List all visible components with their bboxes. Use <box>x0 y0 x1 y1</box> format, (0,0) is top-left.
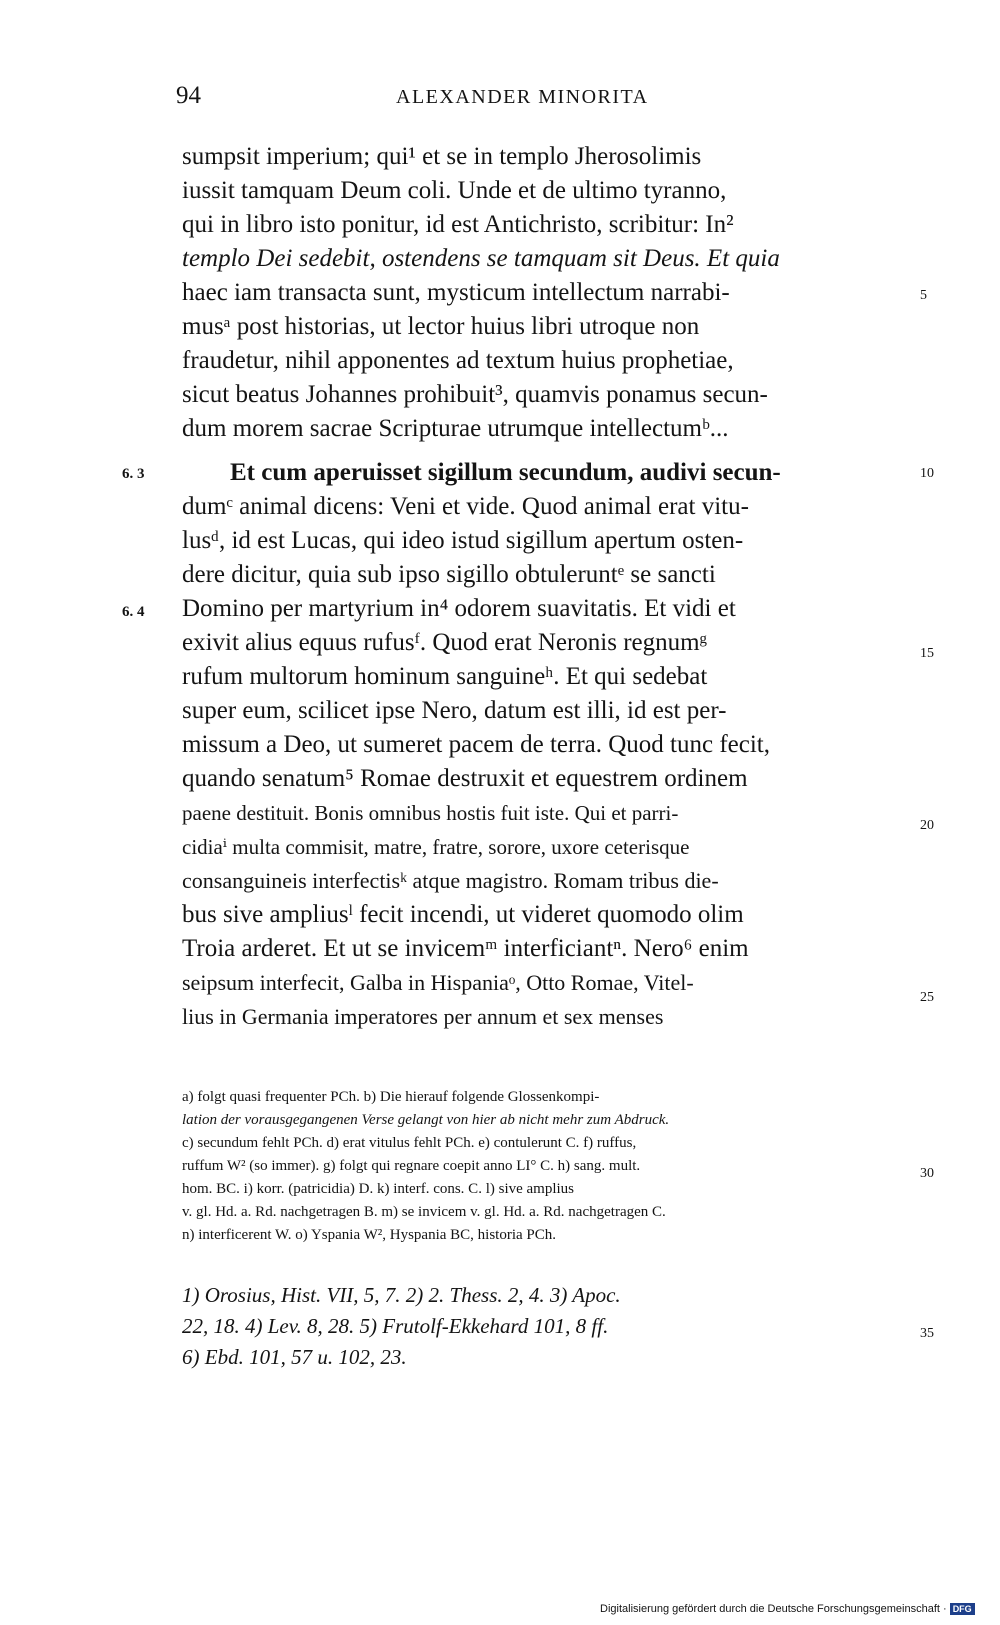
line-number: 10 <box>920 466 934 481</box>
text-line: paene destituit. Bonis omnibus hostis fuit iste. Qui et parri- <box>182 801 679 825</box>
running-title: ALEXANDER MINORITA <box>396 86 649 108</box>
source-line: 22, 18. 4) Lev. 8, 28. 5) Frutolf-Ekkehard 101, 8 ff. <box>182 1314 609 1338</box>
text-line: rufum multorum hominum sanguineʰ. Et qui sedebat <box>182 663 708 690</box>
footer-text: Digitalisierung gefördert durch die Deutsche Forschungsgemeinschaft · <box>600 1603 947 1615</box>
apparatus-line: n) interficerent W. o) Yspania W², Hyspania BC, historia PCh. <box>182 1227 557 1243</box>
text-line: qui in libro isto ponitur, id est Antichristo, scribitur: In² <box>182 211 734 238</box>
body-text <box>182 140 908 1034</box>
verse-reference: 6. 3 <box>122 466 145 482</box>
apparatus-line: lation der vorausgegangenen Verse gelangt von hier ab nicht mehr zum Abdruck. <box>182 1112 670 1128</box>
apparatus-line: ruffum W² (so immer). g) folgt qui regnare coepit anno LI° C. h) sang. mult. <box>182 1158 641 1174</box>
text-line: Domino per martyrium in⁴ odorem suavitatis. Et vidi et <box>182 595 736 622</box>
text-line: iussit tamquam Deum coli. Unde et de ultimo tyranno, <box>182 177 727 204</box>
text-line: dum morem sacrae Scripturae utrumque intellectumᵇ... <box>182 415 729 442</box>
text-line: super eum, scilicet ipse Nero, datum est illi, id est per- <box>182 697 727 724</box>
text-line: quando senatum⁵ Romae destruxit et equestrem ordinem <box>182 765 748 792</box>
text-line: Troia arderet. Et ut se invicemᵐ interficiantⁿ. Nero⁶ enim <box>182 935 749 962</box>
line-number: 15 <box>920 646 934 661</box>
line-number: 25 <box>920 990 934 1005</box>
text-line: haec iam transacta sunt, mysticum intellectum narrabi- <box>182 279 730 306</box>
text-line: bus sive ampliusˡ fecit incendi, ut videret quomodo olim <box>182 901 744 928</box>
source-notes <box>182 1280 908 1373</box>
text-line: consanguineis interfectisᵏ atque magistro. Romam tribus die- <box>182 868 719 893</box>
apparatus-line: hom. BC. i) korr. (patricidia) D. k) interf. cons. C. l) sive amplius <box>182 1181 575 1197</box>
text-line: cidiaⁱ multa commisit, matre, fratre, sorore, uxore ceterisque <box>182 835 690 859</box>
text-line: seipsum interfecit, Galba in Hispaniaᵒ, Otto Romae, Vitel- <box>182 970 694 995</box>
text-line: missum a Deo, ut sumeret pacem de terra. Quod tunc fecit, <box>182 731 771 758</box>
apparatus-line: v. gl. Hd. a. Rd. nachgetragen B. m) se invicem v. gl. Hd. a. Rd. nachgetragen C. <box>182 1204 666 1220</box>
text-line: sicut beatus Johannes prohibuit³, quamvis ponamus secun- <box>182 381 768 408</box>
text-line: musᵃ post historias, ut lector huius libri utroque non <box>182 313 700 340</box>
footer-credit <box>600 1603 975 1615</box>
source-line: 1) Orosius, Hist. VII, 5, 7. 2) 2. Thess. 2, 4. 3) Apoc. <box>182 1283 621 1307</box>
text-line: lius in Germania imperatores per annum et sex menses <box>182 1004 664 1029</box>
dfg-logo: DFG <box>950 1603 975 1615</box>
critical-apparatus <box>182 1086 908 1247</box>
text-line: lusᵈ, id est Lucas, qui ideo istud sigillum apertum osten- <box>182 527 744 554</box>
text-line: dere dicitur, quia sub ipso sigillo obtuleruntᵉ se sancti <box>182 561 716 588</box>
text-line: sumpsit imperium; qui¹ et se in templo Jherosolimis <box>182 143 702 170</box>
text-line: fraudetur, nihil apponentes ad textum huius prophetiae, <box>182 347 734 374</box>
text-line: templo Dei sedebit, ostendens se tamquam sit Deus. Et quia <box>182 245 780 272</box>
source-line: 6) Ebd. 101, 57 u. 102, 23. <box>182 1345 407 1369</box>
line-number: 20 <box>920 818 934 833</box>
page-number: 94 <box>176 82 201 109</box>
apparatus-line: a) folgt quasi frequenter PCh. b) Die hierauf folgende Glossenkompi- <box>182 1089 600 1105</box>
verse-reference: 6. 4 <box>122 604 145 620</box>
text-line: dumᶜ animal dicens: Veni et vide. Quod animal erat vitu- <box>182 493 749 520</box>
line-number: 30 <box>920 1166 934 1181</box>
text-line: exivit alius equus rufusᶠ. Quod erat Neronis regnumᵍ <box>182 629 708 656</box>
text-line: Et cum aperuisset sigillum secundum, audivi secun- <box>230 459 781 486</box>
line-number: 5 <box>920 288 927 303</box>
line-number: 35 <box>920 1326 934 1341</box>
apparatus-line: c) secundum fehlt PCh. d) erat vitulus fehlt PCh. e) contulerunt C. f) ruffus, <box>182 1135 637 1151</box>
